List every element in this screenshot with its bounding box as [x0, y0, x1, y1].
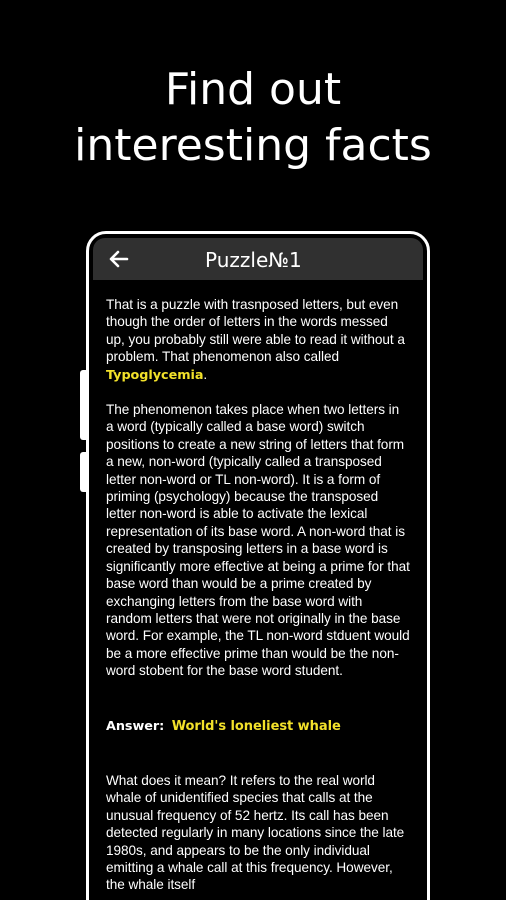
- paragraph-intro: [106, 296, 410, 384]
- headline: [0, 62, 506, 174]
- answer-value: World's loneliest whale: [171, 718, 341, 734]
- headline-line-1: Find out: [164, 64, 342, 115]
- answer-line: [106, 717, 410, 735]
- headline-line-2: interesting facts: [74, 120, 432, 171]
- paragraph-meaning: What does it mean? It refers to the real world whale of unidentified species that calls at the unusual frequency of 52 hertz. Its call has been detected regularly in many locations since the late 1980s, and appears to be the only individual emitting a whale call at this frequency. However, the whale itself: [106, 772, 405, 893]
- paragraph-intro-text: That is a puzzle with trasnposed letters, but even though the order of letters in the words messed up, you probably still were able to read it without a problem. That phenomenon also called: [106, 297, 405, 365]
- paragraph-intro-end: .: [203, 366, 208, 382]
- toolbar-title: Puzzle№1: [205, 248, 302, 272]
- app-toolbar: [93, 238, 423, 280]
- answer-label: Answer:: [106, 718, 165, 734]
- paragraph-explanation: The phenomenon takes place when two letters in a word (typically called a base word) switch positions to create a new string of letters that form a new, non-word (typically called a transposed letter non-word or TL non-word). It is a form of priming (psychology) because the transposed letter non-word is able to activate the lexical representation of its base word. A non-word that is created by transposing letters in a base word is significantly more effective at being a prime for that base word than would be a prime created by exchanging letters from the base word with random letters that were not originally in the base word. For example, the TL non-word stduent would be a more effective prime than would be the non-word stobent for the base word student.: [106, 402, 410, 679]
- phone-frame: [86, 231, 430, 900]
- puzzle-content: [106, 296, 410, 894]
- arrow-left-icon[interactable]: [107, 247, 131, 271]
- typoglycemia-highlight: Typoglycemia: [106, 367, 204, 383]
